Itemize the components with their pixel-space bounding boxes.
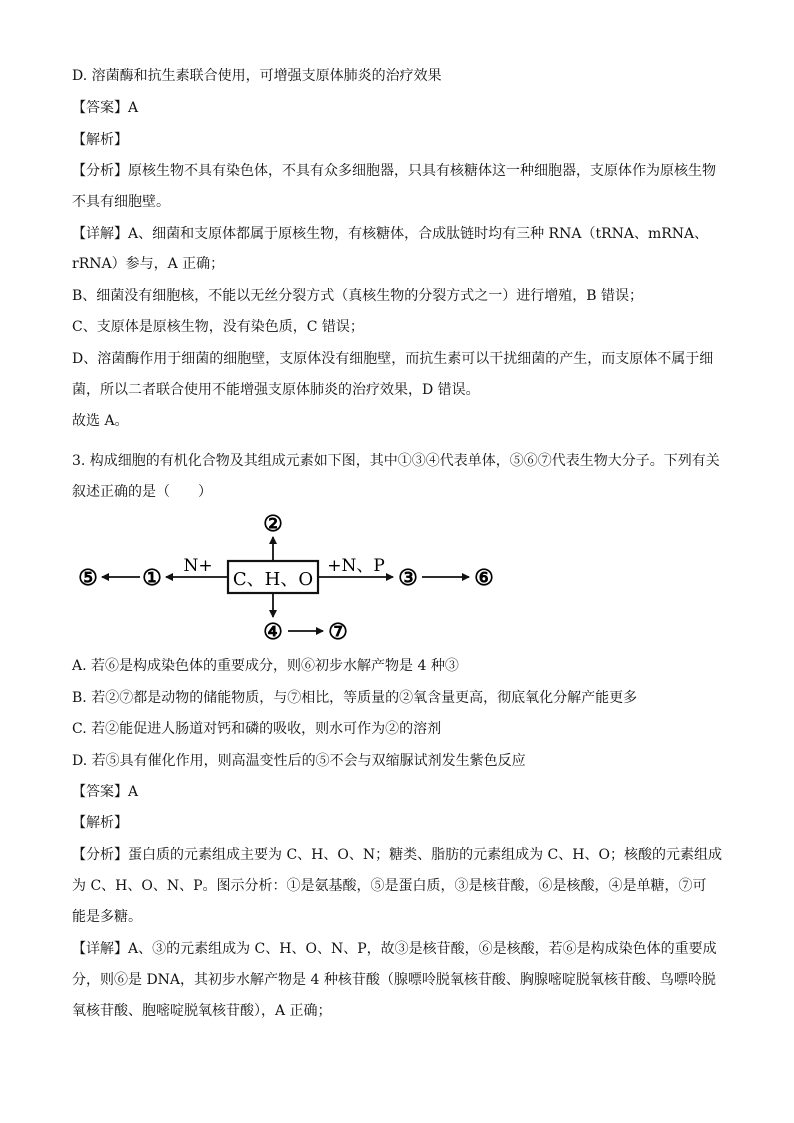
analysis-line-2-q3: 为 C、H、O、N、P。图示分析：①是氨基酸，⑤是蛋白质，③是核苷酸，⑥是核酸，④是单糖，⑦可 (72, 878, 707, 894)
analysis-title-q3: 【解析】 (72, 815, 128, 831)
question-3-stem-line-2: 叙述正确的是（ ） (72, 484, 212, 500)
option-c-q3: C. 若②能促进人肠道对钙和磷的吸收，则水可作为②的溶剂 (72, 721, 442, 737)
left-arrow-label: N+ (183, 556, 213, 576)
node-1: ① (142, 565, 162, 591)
node-4: ④ (263, 619, 283, 645)
question-3-stem-line-1: 3. 构成细胞的有机化合物及其组成元素如下图，其中①③④代表单体，⑤⑥⑦代表生物大分子。下列有关 (72, 453, 720, 469)
analysis-title-q2: 【解析】 (72, 132, 128, 148)
node-5: ⑤ (78, 565, 98, 591)
analysis-line-1-q3: 【分析】蛋白质的元素组成主要为 C、H、O、N；糖类、脂肪的元素组成为 C、H、O；核酸的元素组成 (72, 847, 722, 863)
detail-line-3-q3: 氧核苷酸、胞嘧啶脱氧核苷酸），A 正确； (72, 1003, 332, 1019)
answer-q3: 【答案】A (72, 784, 139, 800)
conclusion-q2: 故选 A。 (72, 413, 129, 429)
node-7: ⑦ (328, 619, 348, 645)
option-d-q2: D. 溶菌酶和抗生素联合使用，可增强支原体肺炎的治疗效果 (72, 68, 442, 84)
center-box-label: C、H、O (232, 569, 314, 590)
detail-line-2-q2: rRNA）参与，A 正确； (72, 256, 225, 272)
detail-line-3-q2: B、细菌没有细胞核，不能以无丝分裂方式（真核生物的分裂方式之一）进行增殖，B 错误； (72, 288, 644, 304)
detail-line-2-q3: 分，则⑥是 DNA，其初步水解产物是 4 种核苷酸（腺嘌呤脱氧核苷酸、胸腺嘧啶脱氧核苷酸、鸟嘌呤脱 (72, 972, 716, 988)
right-arrow-label: +N、P (327, 556, 385, 576)
compound-diagram (0, 505, 794, 655)
node-3: ③ (398, 565, 418, 591)
detail-line-1-q2: 【详解】A、细菌和支原体都属于原核生物，有核糖体，合成肽链时均有三种 RNA（tRNA、mRNA、 (72, 226, 709, 242)
analysis-line-1-q2: 【分析】原核生物不具有染色体，不具有众多细胞器，只具有核糖体这一种细胞器，支原体作为原核生物 (72, 163, 716, 179)
option-a-q3: A. 若⑥是构成染色体的重要成分，则⑥初步水解产物是 4 种③ (72, 658, 459, 674)
option-d-q3: D. 若⑤具有催化作用，则高温变性后的⑤不会与双缩脲试剂发生紫色反应 (72, 753, 526, 769)
analysis-line-3-q3: 能是多糖。 (72, 909, 142, 925)
detail-line-6-q2: 菌，所以二者联合使用不能增强支原体肺炎的治疗效果，D 错误。 (72, 382, 480, 398)
option-b-q3: B. 若②⑦都是动物的储能物质，与⑦相比，等质量的②氧含量更高，彻底氧化分解产能更多 (72, 690, 638, 706)
answer-q2: 【答案】A (72, 100, 139, 116)
detail-line-4-q2: C、支原体是原核生物，没有染色质，C 错误； (72, 319, 364, 335)
detail-line-1-q3: 【详解】A、③的元素组成为 C、H、O、N、P，故③是核苷酸，⑥是核酸，若⑥是构成染色体的重要成 (72, 941, 717, 957)
node-6: ⑥ (474, 565, 494, 591)
analysis-line-2-q2: 不具有细胞壁。 (72, 194, 170, 210)
detail-line-5-q2: D、溶菌酶作用于细菌的细胞壁，支原体没有细胞壁，而抗生素可以干扰细菌的产生，而支原体不属于细 (72, 351, 714, 367)
node-2: ② (263, 511, 283, 537)
